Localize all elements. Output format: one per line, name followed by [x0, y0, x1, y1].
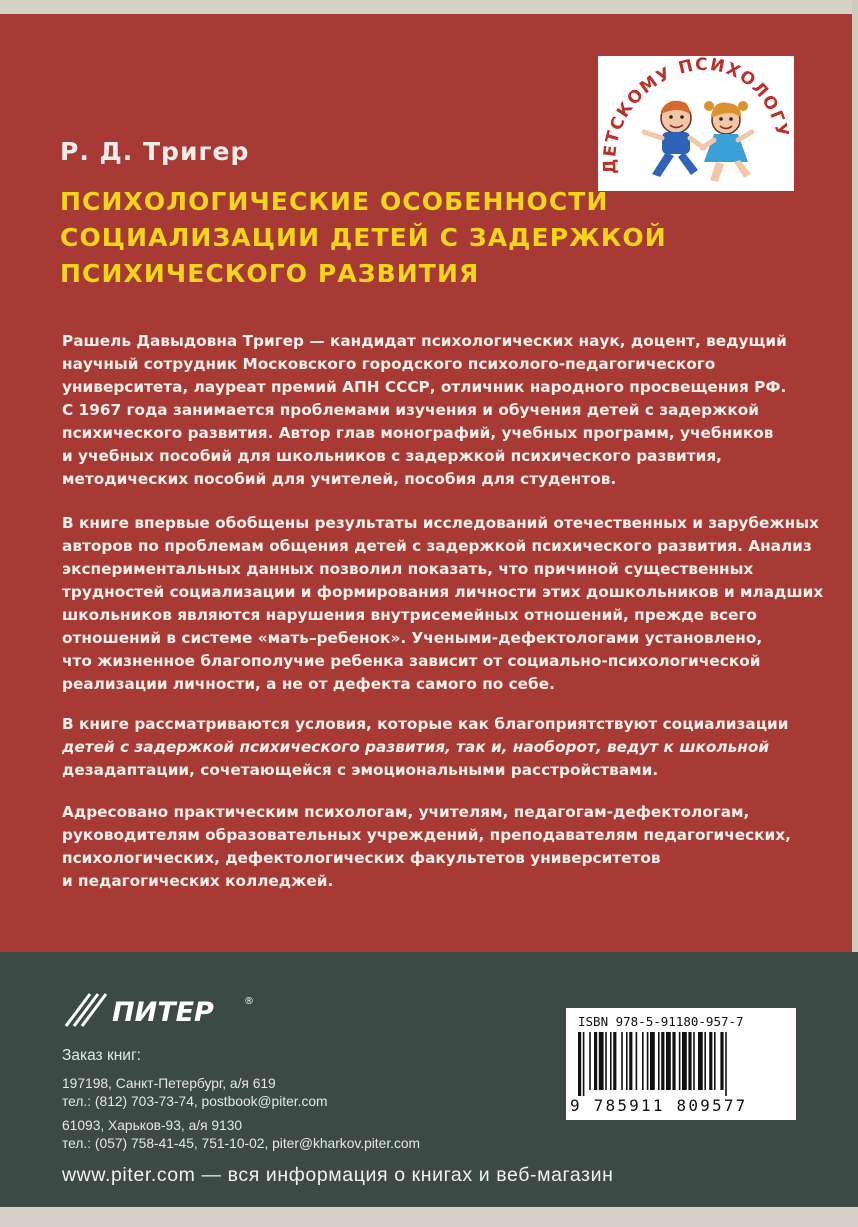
barcode-icon	[574, 1032, 788, 1096]
kharkov-contacts	[62, 1117, 420, 1153]
website-line: www.piter.com — вся информация о книгах и веб-магазин	[62, 1164, 614, 1186]
summary-line: авторов по проблемам общения детей с задержкой психического развития. Анализ	[62, 537, 812, 555]
author-bio	[62, 330, 822, 491]
series-logo	[598, 56, 794, 191]
summary-line: трудностей социализации и формирования личности этих дошкольников и младших	[62, 583, 824, 601]
series-title: ДЕТСКОМУ ПСИХОЛОГУ	[600, 56, 793, 175]
spb-address: 197198, Санкт-Петербург, а/я 619	[62, 1076, 276, 1091]
conditions-line: дезадаптации, сочетающейся с эмоциональными расстройствами.	[62, 761, 659, 779]
bio-line: Рашель Давыдовна Тригер — кандидат психологических наук, доцент, ведущий	[62, 332, 787, 350]
conditions-line: В книге рассматриваются условия, которые как благоприятствуют социализации	[62, 715, 789, 733]
conditions-paragraph	[62, 713, 822, 782]
bio-line: и учебных пособий для школьников с задержкой психического развития,	[62, 447, 722, 465]
isbn-barcode-block	[566, 1008, 796, 1120]
kharkov-address: 61093, Харьков-93, а/я 9130	[62, 1118, 243, 1133]
author-name: Р. Д. Тригер	[60, 137, 250, 166]
audience-line: руководителям образовательных учреждений, преподавателям педагогических,	[62, 826, 791, 844]
summary-line: отношений в системе «мать–ребенок». Учеными-дефектологами установлено,	[62, 629, 763, 647]
scan-edge-bottom	[0, 1207, 858, 1227]
bio-line: научный сотрудник Московского городского психолого-педагогического	[62, 355, 716, 373]
spb-phone-email: тел.: (812) 703-73-74, postbook@piter.com	[62, 1094, 328, 1109]
audience-line: психологических, дефектологических факультетов университетов	[62, 849, 661, 867]
book-summary	[62, 512, 822, 696]
summary-line: что жизненное благополучие ребенка зависит от социально-психологической	[62, 652, 761, 670]
audience-line: и педагогических колледжей.	[62, 872, 334, 890]
running-boy-illustration	[644, 101, 704, 177]
order-heading: Заказ книг:	[62, 1047, 141, 1064]
spb-contacts	[62, 1075, 328, 1111]
scan-edge-top	[0, 0, 858, 14]
kharkov-phone-email: тел.: (057) 758-41-45, 751-10-02, piter@kharkov.piter.com	[62, 1136, 421, 1151]
bio-line: психического развития. Автор глав монографий, учебных программ, учебников	[62, 424, 774, 442]
logo-mark-icon	[66, 994, 106, 1026]
summary-line: школьников являются нарушения внутрисемейных отношений, прежде всего	[62, 606, 757, 624]
bio-line: методических пособий для учителей, пособия для студентов.	[62, 470, 617, 488]
title-line: СОЦИАЛИЗАЦИИ ДЕТЕЙ С ЗАДЕРЖКОЙ	[60, 223, 667, 252]
audience-paragraph	[62, 801, 822, 893]
title-line: ПСИХИЧЕСКОГО РАЗВИТИЯ	[60, 259, 480, 288]
registered-mark: ®	[244, 996, 254, 1007]
book-title	[60, 184, 667, 292]
conditions-line-italic: детей с задержкой психического развития, так и, наоборот, ведут к школьной	[62, 738, 770, 756]
logo-text: ПИТЕР	[112, 997, 214, 1028]
title-line: ПСИХОЛОГИЧЕСКИЕ ОСОБЕННОСТИ	[60, 187, 609, 216]
bio-line: С 1967 года занимается проблемами изучения и обучения детей с задержкой	[62, 401, 759, 419]
isbn-label: ISBN 978-5-91180-957-7	[578, 1014, 744, 1029]
audience-line: Адресовано практическим психологам, учителям, педагогам-дефектологам,	[62, 803, 750, 821]
bio-line: университета, лауреат премий АПН СССР, отличник народного просвещения РФ.	[62, 378, 787, 396]
publisher-logo	[64, 988, 264, 1032]
svg-text:ДЕТСКОМУ ПСИХОЛОГУ	[600, 56, 792, 174]
summary-line: реализации личности, а не от дефекта самого по себе.	[62, 675, 555, 693]
running-girl-illustration	[702, 101, 752, 182]
barcode-digits: 9 785911 809577	[570, 1096, 748, 1115]
summary-line: экспериментальных данных позволил показать, что причиной существенных	[62, 560, 754, 578]
publisher-section	[0, 952, 858, 1207]
summary-line: В книге впервые обобщены результаты исследований отечественных и зарубежных	[62, 514, 819, 532]
